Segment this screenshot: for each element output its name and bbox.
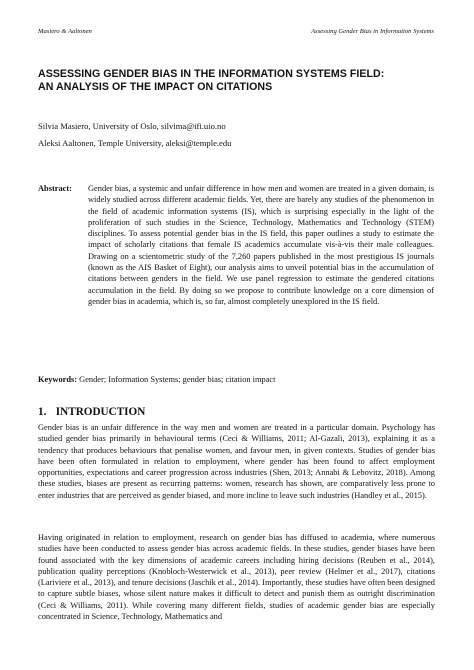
keywords-label: Keywords:	[38, 375, 78, 384]
title-line-2: AN ANALYSIS OF THE IMPACT ON CITATIONS	[38, 81, 273, 93]
body-paragraph-2: Having originated in relation to employment, research on gender bias has diffused to academia, where numerous studies have been conducted to assess gender bias across academic fields. In these studies, gender biases have been found associated with the key dimensions of academic careers including hiring decisions (Reuben et al., 2014), publication quality perceptions (Knobloch-Westerwick et al., 2013), peer review (Helmer et al., 2017), citations (Lariviere et al., 2013), and tenure decisions (Jaschik et al., 2014). Importantly, these studies have often been designed to capture subtle biases, whose silent nature makes it difficult to detect and punish them as outright discrimination (Ceci & Williams, 2011). While covering many different fields, studies of academic gender bias are especially concentrated in Science, Technology, Mathematics and	[38, 533, 435, 622]
title-line-1: ASSESSING GENDER BIAS IN THE INFORMATION SYSTEMS FIELD:	[38, 68, 385, 80]
body-paragraph-1: Gender bias is an unfair difference in the way men and women are treated in a particular domain. Psychology has studied gender bias primarily in behavioural terms (Ceci & Williams, 2011; Al-Gazali, 2013), explaining it as a tendency that produces behaviours that penalise women, and favour men, in given contexts. Studies of gender bias have been often formulated in relation to employment, where gender has been found to affect employment opportunities, expectations and career progression across industries (Shen, 2013; Annabi & Lebovitz, 2018). Among these studies, biases are present as recurring patterns: women, research has shown, are comparatively less prone to enter industries that are perceived as gender biased, and more incline to leave such industries (Handley et al., 2015).	[38, 423, 435, 500]
section-number: 1.	[38, 406, 47, 418]
header-short-title: Assessing Gender Bias in Information Systems	[311, 28, 434, 35]
author-2: Aleksi Aaltonen, Temple University, aleksi@temple.edu	[38, 138, 232, 148]
keywords-text: Gender; Information Systems; gender bias; citation impact	[79, 375, 276, 384]
abstract-block	[38, 183, 434, 307]
paper-title	[38, 68, 434, 94]
section-heading-introduction	[38, 406, 145, 418]
section-title: INTRODUCTION	[55, 406, 146, 418]
abstract-text: Gender bias, a systemic and unfair difference in how men and women are treated in a given domain, is widely studied across different academic fields. Yet, there are barely any studies of the phenomenon in the field of academic information systems (IS), which is surprising especially in the light of the proliferation of such studies in the Science, Technology, Mathematics and Technology (STEM) disciplines. To assess potential gender bias in the IS field, this paper outlines a study to estimate the impact of scholarly citations that female IS academics accumulate vis-à-vis their male colleagues. Drawing on a scientometric study of the 7,260 papers published in the most prestigious IS journals (known as the AIS Basket of Eight), our analysis aims to unveil potential bias in the accumulation of citations between genders in the field. We use panel regression to estimate the gendered citations accumulation in the field. By doing so we propose to contribute knowledge on a core dimension of gender bias in academia, which is, so far, almost completely unexplored in the IS field.	[88, 184, 434, 306]
keywords-line	[38, 375, 275, 384]
author-1: Silvia Masiero, University of Oslo, silvima@ifi.uio.no	[38, 121, 226, 131]
header-authors: Masiero & Aaltonen	[38, 28, 92, 35]
running-header	[38, 28, 434, 35]
abstract-label: Abstract:	[38, 184, 72, 193]
